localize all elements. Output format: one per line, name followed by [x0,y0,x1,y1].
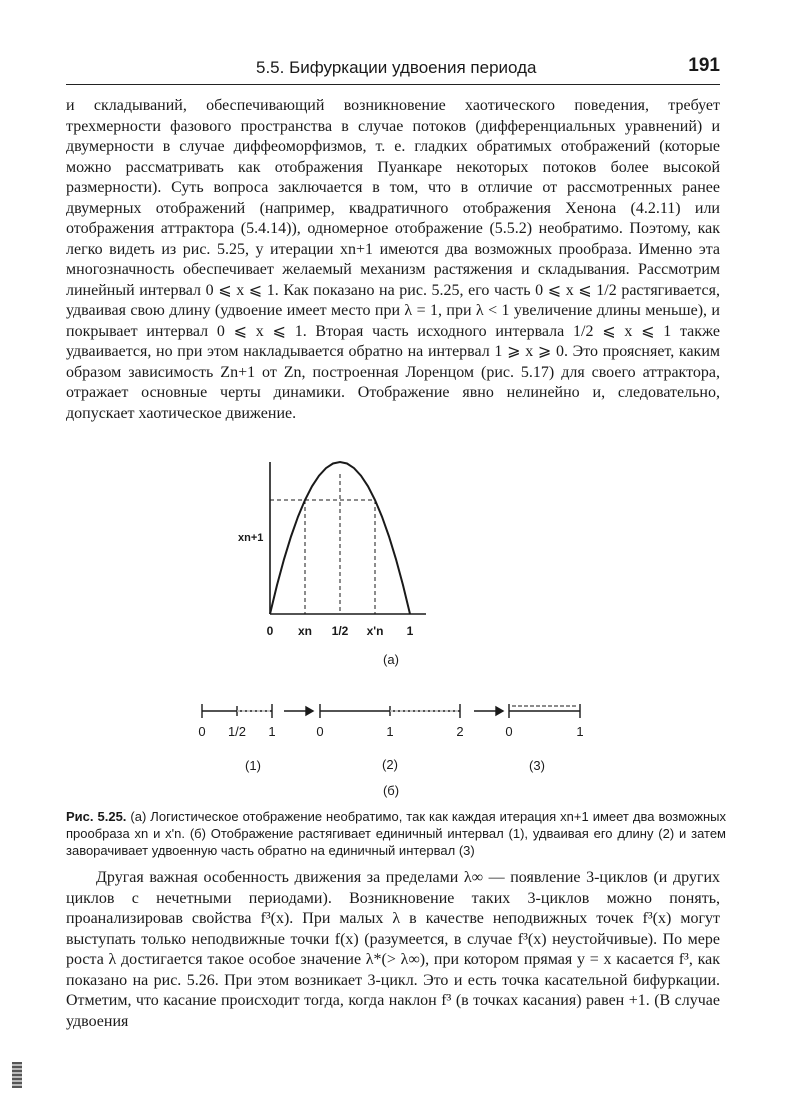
x-tick-0: 0 [266,624,274,638]
interval-1-tick-half: 1/2 [227,724,247,739]
interval-3-tick-0: 0 [505,724,513,739]
x-tick-half: 1/2 [331,624,349,638]
section-title: 5.5. Бифуркации удвоения периода [256,58,537,77]
interval-2-tick-2: 2 [456,724,464,739]
y-axis-label: xn+1 [238,532,264,544]
caption-text: (а) Логистическое отображение необратимо, так как каждая итерация xn+1 имеет два возможных прообраза xn и x'n. (б) Отображение растягивает единичный интервал (1), удваивая его длину (2) и затем заворачивает удвоенную часть обратно на единичный интервал (3) [66,809,726,858]
figure-b-label: (б) [382,783,400,798]
x-tick-xn-prime: x'n [366,624,384,638]
interval-1-label: (1) [245,758,261,773]
figure-a-plot [270,462,426,614]
body-paragraph-1: и складываний, обеспечивающий возникновение хаотического поведения, требует трехмерности фазового пространства в случае потоков (дифференциальных уравнений) и двумерности в случае диффеоморфизмов, т. е. гладких обратимых отображений (которые можно рассматривать как отображения Пуанкаре некоторых потоков более высокой размерности). Суть вопроса заключается в том, что в отличие от рассмотренных ранее двумерных отображений (например, квадратичного отображения Хенона (4.2.11) или отображения аттрактора (5.4.14)), одномерное отображение (5.5.2) необратимо. Поэтому, как легко видеть из рис. 5.25, у итерации xn+1 имеются два возможных прообраза. Именно эта многозначность обеспечивает желаемый механизм растяжения и складывания. Рассмотрим линейный интервал 0 ⩽ x ⩽ 1. Как показано на рис. 5.25, его часть 0 ⩽ x ⩽ 1/2 растягивается, удваивая свою длину (удвоение имеет место при λ = 1, при λ < 1 увеличение длины меньше), и покрывает интервал 0 ⩽ x ⩽ 1. Вторая часть исходного интервала 1/2 ⩽ x ⩽ 1 также удваивается, но при этом накладывается обратно на интервал 1 ⩾ x ⩾ 0. Это проясняет, каким образом зависимость Zn+1 от Zn, построенная Лоренцом (рис. 5.17) для своего аттрактора, отражает основные черты динамики. Отображение явно нелинейно и, следовательно, допускает хаотическое движение. [66,97,721,422]
interval-2 [320,704,460,718]
interval-1 [202,704,272,718]
body-paragraph-2: Другая важная особенность движения за пределами λ∞ — появление 3-циклов (и других циклов с нечетными периодами). Возникновение таких 3-циклов можно понять, проанализировав свойства f³(x). При малых λ в качестве неподвижных точек f³(x) могут выступать только неподвижные точки f(x) (разумеется, в случае f³(x) неустойчивые). По мере роста λ достигается такое особое значение λ*(> λ∞), при котором прямая y = x касается f³, как показано на рис. 5.26. При этом возникает 3-цикл. Это и есть точка касательной бифуркации. Отметим, что касание происходит тогда, когда наклон f³ (в точках касания) равен +1. (В случае удвоения [66,869,720,1030]
interval-1-tick-0: 0 [198,724,206,739]
caption-number: Рис. 5.25. [66,809,127,824]
interval-1-tick-1: 1 [268,724,276,739]
interval-3 [509,704,580,718]
arrow-1-to-2 [284,707,313,715]
scan-mark [12,1062,22,1088]
arrow-2-to-3 [474,707,503,715]
x-tick-1: 1 [406,624,414,638]
interval-3-tick-1: 1 [576,724,584,739]
figure-b-diagram [202,704,580,718]
interval-2-label: (2) [382,757,398,772]
interval-3-label: (3) [529,758,545,773]
figure-caption [66,808,726,859]
figure-a-label: (а) [383,652,399,667]
interval-2-tick-1: 1 [386,724,394,739]
page-number: 191 [688,55,720,76]
x-tick-xn: xn [297,624,313,638]
interval-2-tick-0: 0 [316,724,324,739]
